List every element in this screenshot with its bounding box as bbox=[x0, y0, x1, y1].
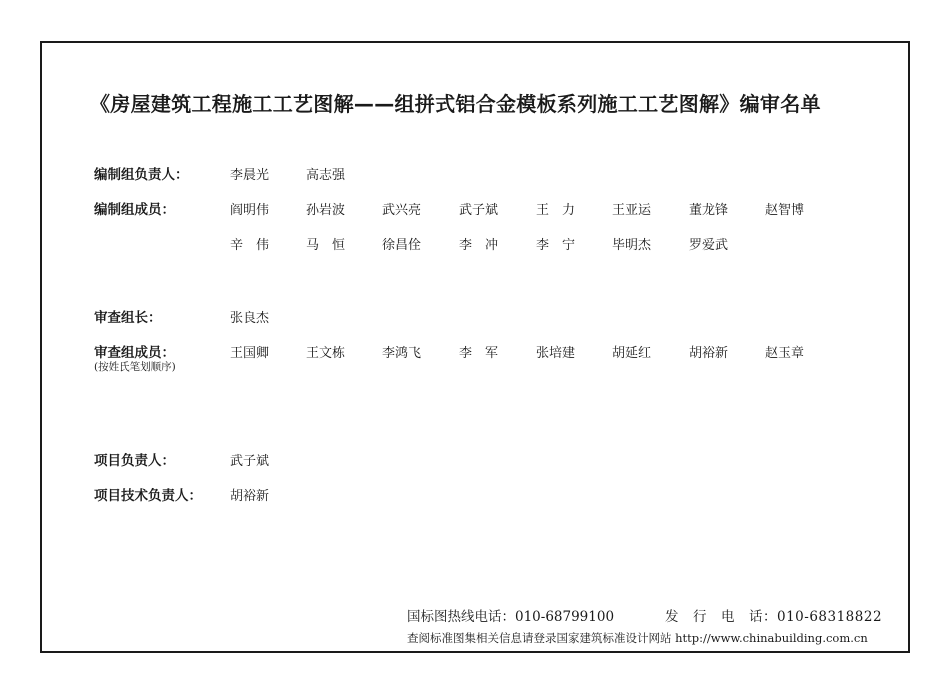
compile-member-name: 孙岩波 bbox=[306, 203, 346, 218]
review-member-name: 李 军 bbox=[459, 346, 499, 361]
review-member-name: 李鸿飞 bbox=[382, 346, 422, 361]
review-member-name: 胡裕新 bbox=[689, 346, 729, 361]
compile-member-name: 武子斌 bbox=[459, 203, 499, 218]
review-members-note: (按姓氏笔划顺序) bbox=[94, 361, 176, 373]
tech-leader-label: 项目技术负责人： bbox=[94, 488, 202, 504]
compile-member-name: 李 冲 bbox=[459, 238, 499, 253]
compile-member-name: 武兴亮 bbox=[382, 203, 422, 218]
compile-member-name: 赵智博 bbox=[765, 203, 805, 218]
compile-member-name: 毕明杰 bbox=[612, 238, 652, 253]
compile-member-name: 辛 伟 bbox=[230, 238, 270, 253]
compile-member-name: 徐昌佺 bbox=[382, 238, 422, 253]
hotline-phone: 国标图热线电话：010-68799100 bbox=[407, 609, 615, 625]
review-leader-label: 审查组长： bbox=[94, 310, 162, 326]
tech-leader-name: 胡裕新 bbox=[230, 489, 270, 504]
compile-member-name: 董龙锋 bbox=[689, 203, 729, 218]
review-member-name: 胡延红 bbox=[612, 346, 652, 361]
review-leader-name: 张良杰 bbox=[230, 311, 270, 326]
compile-leader-name: 高志强 bbox=[306, 168, 346, 183]
compile-member-name: 罗爱武 bbox=[689, 238, 729, 253]
compile-member-name: 王亚运 bbox=[612, 203, 652, 218]
compile-members-label: 编制组成员： bbox=[94, 202, 175, 218]
compile-leader-label: 编制组负责人： bbox=[94, 167, 189, 183]
review-member-name: 王文栋 bbox=[306, 346, 346, 361]
review-members-label: 审查组成员： bbox=[94, 345, 175, 361]
compile-member-name: 李 宁 bbox=[536, 238, 576, 253]
website-note: 查阅标准图集相关信息请登录国家建筑标准设计网站 http://www.chinabuilding.com.cn bbox=[407, 631, 868, 645]
review-member-name: 赵玉章 bbox=[765, 346, 805, 361]
compile-leader-name: 李晨光 bbox=[230, 168, 270, 183]
review-member-name: 王国卿 bbox=[230, 346, 270, 361]
review-member-name: 张培建 bbox=[536, 346, 576, 361]
compile-member-name: 阎明伟 bbox=[230, 203, 270, 218]
compile-member-name: 马 恒 bbox=[306, 238, 346, 253]
document-title: 《房屋建筑工程施工工艺图解——组拼式铝合金模板系列施工工艺图解》编审名单 bbox=[90, 92, 821, 116]
issue-phone: 发 行 电 话：010-68318822 bbox=[665, 609, 883, 625]
project-leader-label: 项目负责人： bbox=[94, 453, 175, 469]
compile-member-name: 王 力 bbox=[536, 203, 576, 218]
project-leader-name: 武子斌 bbox=[230, 454, 270, 469]
